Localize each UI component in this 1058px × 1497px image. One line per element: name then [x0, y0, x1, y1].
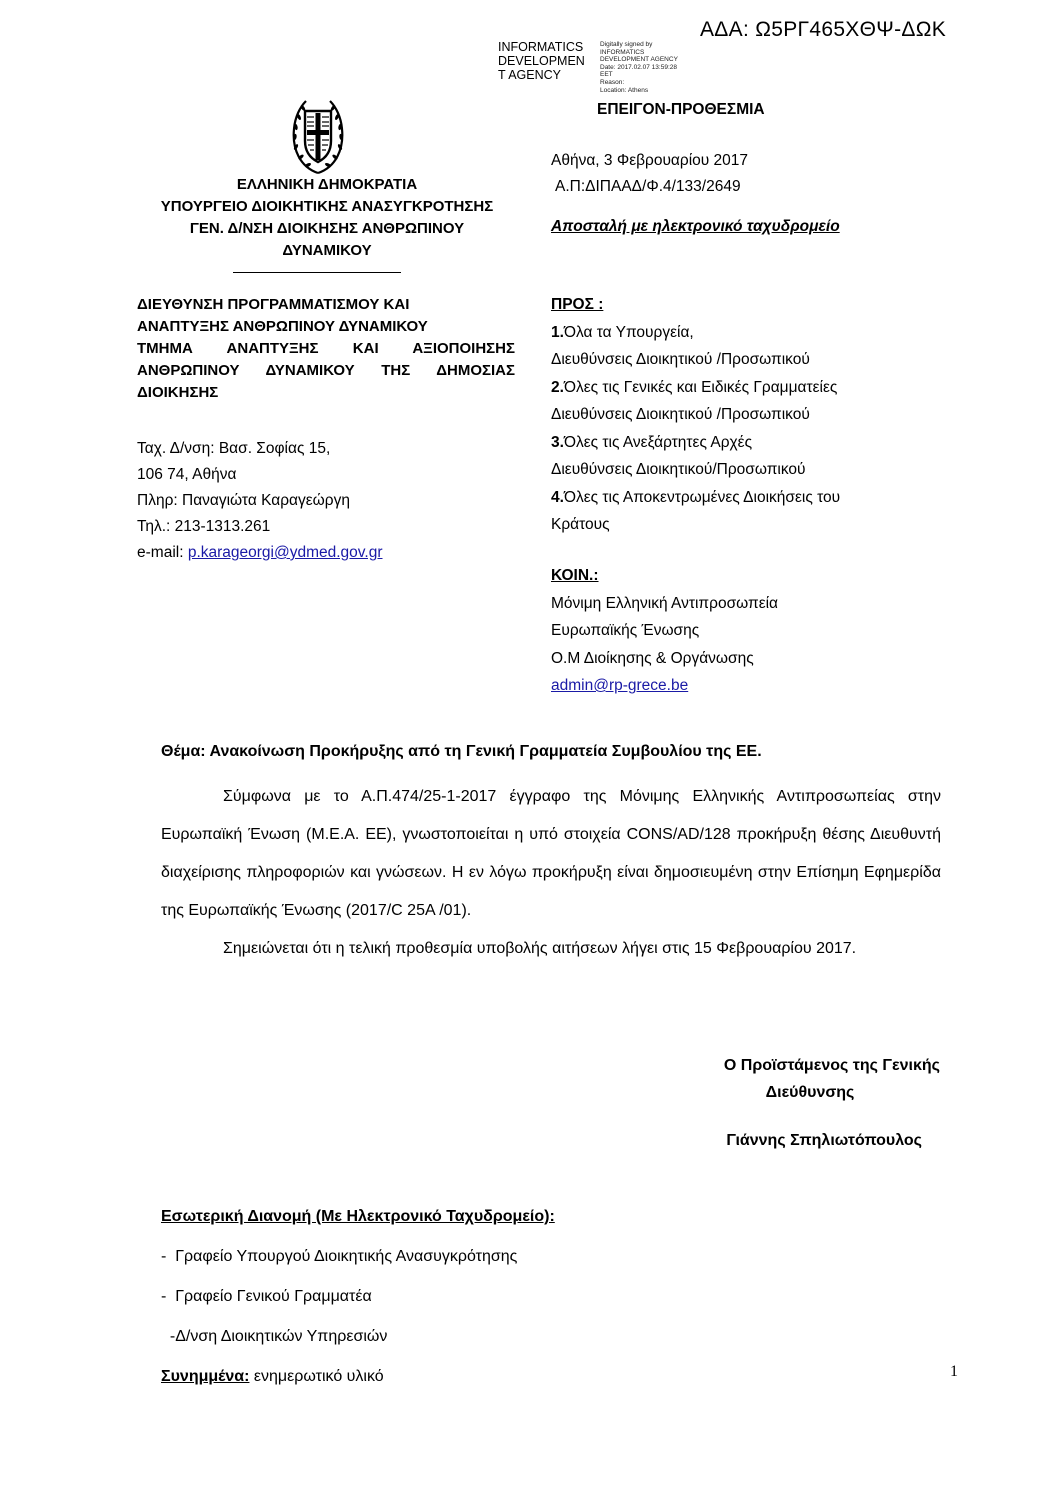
address-line-1: Ταχ. Δ/νση: Βασ. Σοφίας 15, [137, 440, 331, 457]
signatory-title-line-2: Διεύθυνσης [765, 1084, 855, 1101]
urgent-label: ΕΠΕΙΓΟΝ-ΠΡΟΘΕΣΜΙΑ [597, 101, 765, 118]
contact-email-link[interactable]: p.karageorgi@ydmed.gov.gr [187, 544, 383, 561]
ada-code: ΑΔΑ: Ω5ΡΓ465ΧΘΨ-ΔΩΚ [700, 18, 947, 41]
signature-details [600, 41, 710, 94]
coat-of-arms-emblem [288, 97, 348, 177]
body-paragraph-1: Σύμφωνα με το Α.Π.474/25-1-2017 έγγραφο της Μόνιμης Ελληνικής Αντιπροσωπείας στην Ευρωπαϊκή Ένωση (Μ.Ε.Α. ΕΕ), γνωστοποιείται η υπό στοιχεία CONS/AD/128 προκήρυξη θέσης Διευθυντή διαχείρισης πληροφοριών και γνώσεων. Η εν λόγω προκήρυξη είναι δημοσιευμένη στην Επίσημη Εφημερίδα της Ευρωπαϊκής Ένωσης (2017/C 25A /01). [161, 788, 941, 919]
attachments-text: ενημερωτικό υλικό [249, 1368, 384, 1385]
department-line: ΑΝΑΠΤΥΞΗΣ ΑΝΘΡΩΠΙΝΟΥ ΔΥΝΑΜΙΚΟΥ [137, 318, 428, 335]
distribution-item: -Δ/νση Διοικητικών Υπηρεσιών [161, 1328, 388, 1345]
recipient-text: Όλες τις Αποκεντρωμένες Διοικήσεις του [563, 488, 841, 506]
protocol-number: Α.Π:ΔΙΠΑΑΔ/Φ.4/133/2649 [555, 178, 741, 195]
recipient-text: Όλες τις Ανεξάρτητες Αρχές [563, 433, 753, 451]
department-block [137, 294, 515, 404]
cc-label: ΚΟΙΝ.: [551, 567, 599, 584]
signature-detail-line: INFORMATICS [600, 48, 645, 56]
signatory-title [620, 1052, 940, 1106]
distribution-item: - Γραφείο Γενικού Γραμματέα [161, 1288, 372, 1305]
recipient-sub: Κράτους [551, 516, 610, 533]
contact-person: Πληρ: Παναγιώτα Καραγεώργη [137, 492, 350, 509]
ministry-header [136, 174, 518, 262]
subject-text: Ανακοίνωση Προκήρυξης από τη Γενική Γραμματεία Συμβουλίου της ΕΕ. [205, 743, 762, 760]
department-line: ΤΜΗΜΑ ΑΝΑΠΤΥΞΗΣ ΚΑΙ ΑΞΙΟΠΟΙΗΣΗΣ [137, 340, 515, 357]
address-line-2: 106 74, Αθήνα [137, 466, 237, 483]
subject-label: Θέμα: [161, 743, 206, 760]
recipient-number: 2. [551, 378, 564, 396]
recipient-text: Όλες τις Γενικές και Ειδικές Γραμματείες [563, 378, 838, 396]
department-line: ΔΙΕΥΘΥΝΣΗ ΠΡΟΓΡΑΜΜΑΤΙΣΜΟΥ ΚΑΙ [137, 296, 410, 313]
signature-detail-line: Date: 2017.02.07 13:59:28 [600, 63, 677, 71]
recipient-text: Όλα τα Υπουργεία, [563, 323, 694, 341]
recipient-item [551, 429, 931, 457]
attachments-label: Συνημμένα: [161, 1368, 250, 1385]
contact-block [137, 436, 517, 566]
recipient-item [551, 319, 931, 347]
internal-distribution [161, 1197, 861, 1397]
recipient-sub: Διευθύνσεις Διοικητικού /Προσωπικού [551, 351, 810, 368]
contact-phone: Τηλ.: 213-1313.261 [137, 518, 271, 535]
delivery-method: Αποσταλή με ηλεκτρονικό ταχυδρομείο [551, 218, 840, 235]
distribution-item: - Γραφείο Υπουργού Διοικητικής Ανασυγκρότησης [161, 1248, 518, 1265]
recipient-item [551, 484, 931, 512]
signature-detail-line: EET [600, 71, 613, 79]
recipient-sub: Διευθύνσεις Διοικητικού /Προσωπικού [551, 406, 810, 423]
signature-detail-line: Digitally signed by [600, 41, 653, 48]
signature-org-line: DEVELOPMEN [498, 54, 585, 68]
signature-org [498, 40, 598, 82]
signatory-title-line-1: Ο Προϊστάμενος της Γενικής [723, 1057, 940, 1074]
letter-body [161, 778, 941, 968]
recipients-block [551, 291, 931, 539]
signatory-name: Γιάννης Σπηλιωτόπουλος [726, 1132, 922, 1149]
recipient-sub: Διευθύνσεις Διοικητικού/Προσωπικού [551, 461, 806, 478]
page-number: 1 [950, 1363, 958, 1380]
cc-line: Ευρωπαϊκής Ένωσης [551, 622, 700, 639]
subject-line [161, 740, 951, 764]
signature-detail-line: Location: Athens [600, 86, 649, 94]
header-divider [233, 272, 401, 273]
header-line-2: ΥΠΟΥΡΓΕΙΟ ΔΙΟΙΚΗΤΙΚΗΣ ΑΝΑΣΥΓΚΡΟΤΗΣΗΣ [160, 198, 494, 215]
distribution-label: Εσωτερική Διανομή (Με Ηλεκτρονικό Ταχυδρομείο): [161, 1208, 555, 1225]
recipient-number: 1. [551, 323, 564, 341]
document-date: Αθήνα, 3 Φεβρουαρίου 2017 [551, 152, 749, 169]
header-line-1: ΕΛΛΗΝΙΚΗ ΔΗΜΟΚΡΑΤΙΑ [236, 176, 418, 193]
recipients-label: ΠΡΟΣ : [551, 296, 604, 313]
body-paragraph-2: Σημειώνεται ότι η τελική προθεσμία υποβολής αιτήσεων λήγει στις 15 Φεβρουαρίου 2017. [223, 940, 857, 957]
header-line-4: ΔΥΝΑΜΙΚΟΥ [282, 242, 372, 259]
cc-line: Ο.Μ Διοίκησης & Οργάνωσης [551, 649, 754, 667]
header-line-3: ΓΕΝ. Δ/ΝΣΗ ΔΙΟΙΚΗΣΗΣ ΑΝΘΡΩΠΙΝΟΥ [189, 220, 465, 237]
cc-line: Μόνιμη Ελληνική Αντιπροσωπεία [551, 594, 779, 612]
cc-block [551, 562, 931, 700]
signature-org-line: INFORMATICS [498, 40, 584, 54]
email-label: e-mail: [137, 544, 188, 561]
signature-detail-line: DEVELOPMENT AGENCY [600, 56, 678, 64]
department-line: ΔΙΟΙΚΗΣΗΣ [137, 384, 219, 401]
recipient-number: 3. [551, 433, 564, 451]
contact-email-row [137, 540, 517, 566]
signature-detail-line: Reason: [600, 78, 625, 86]
recipient-number: 4. [551, 488, 564, 506]
recipient-item [551, 374, 931, 402]
document-meta [551, 148, 931, 240]
signature-org-line: T AGENCY [498, 68, 561, 82]
cc-email-link[interactable]: admin@rp-grece.be [551, 677, 689, 694]
department-line: ΑΝΘΡΩΠΙΝΟΥ ΔΥΝΑΜΙΚΟΥ ΤΗΣ ΔΗΜΟΣΙΑΣ [137, 362, 515, 379]
attachments-row [161, 1357, 861, 1397]
